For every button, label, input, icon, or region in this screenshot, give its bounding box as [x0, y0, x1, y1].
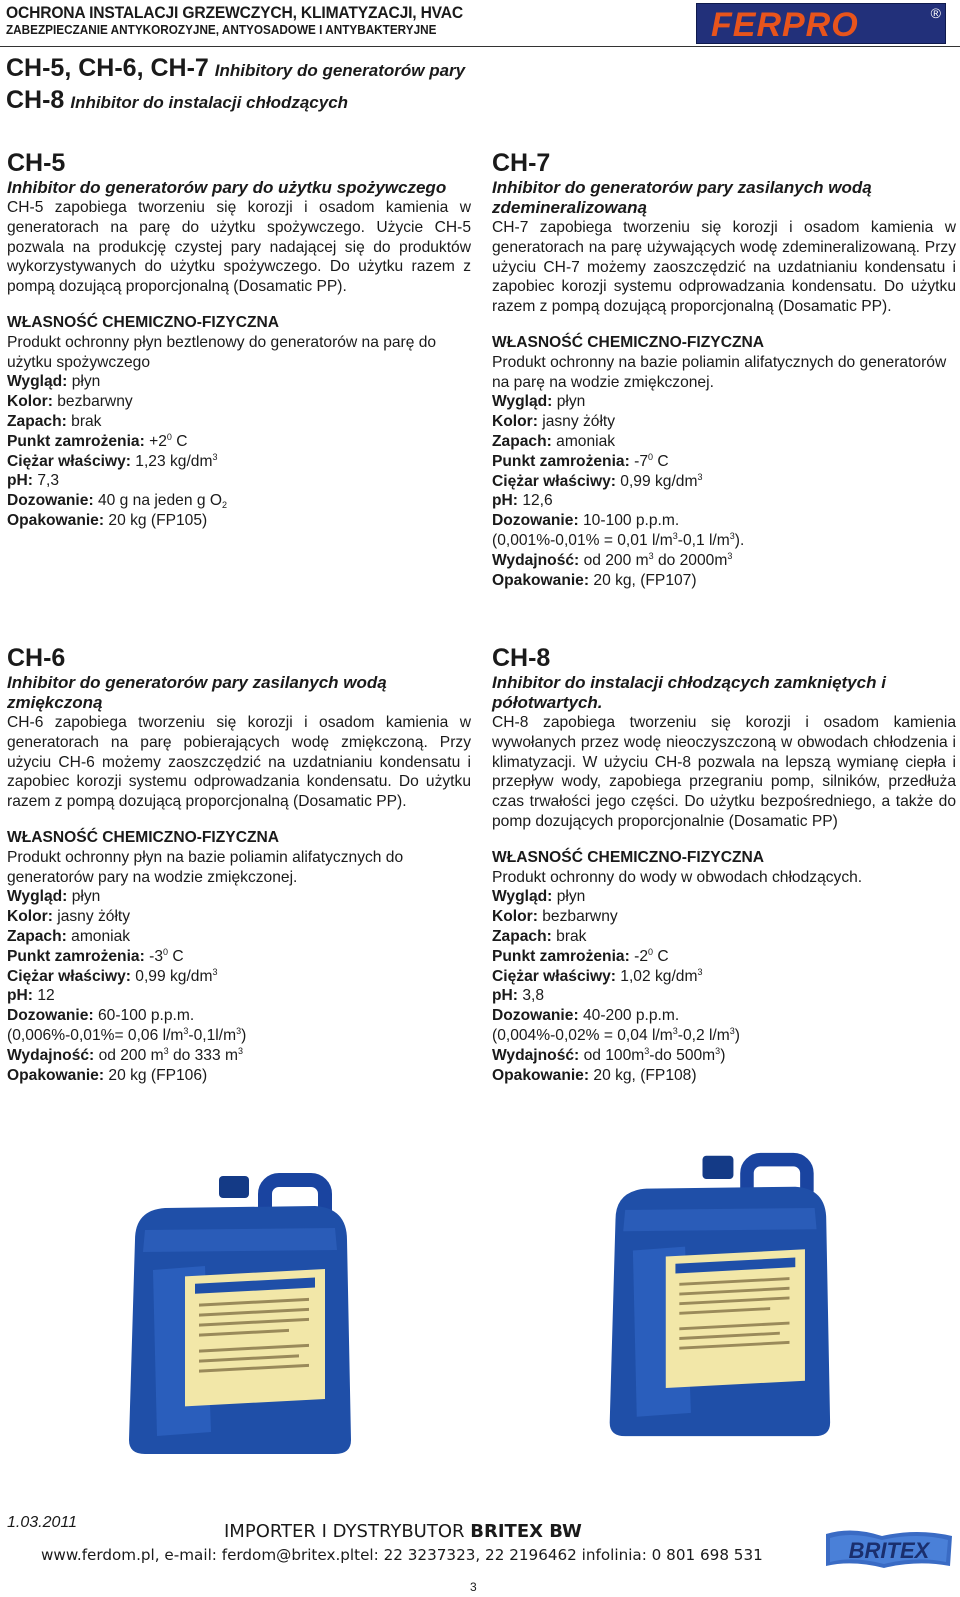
- importer-brand: BRITEX BW: [470, 1521, 582, 1542]
- prop-density: Ciężar właściwy: 0,99 $kg/dm^3$: [7, 966, 218, 985]
- prop-odor: Zapach: brak: [7, 412, 102, 430]
- section-subtitle: Inhibitor do instalacji chłodzących zamkniętych i półotwartych.: [492, 673, 886, 712]
- prop-dosage-detail: (0,006%-0,01%= 0,06 $l/m^3-0,1l/m^3$): [7, 1025, 247, 1044]
- prop-freezing-point: Punkt zamrożenia: $-2^0$ C: [492, 946, 669, 965]
- prop-appearance: Wygląd: płyn: [7, 888, 101, 906]
- prop-ph: pH: 12,6: [492, 492, 553, 510]
- prop-appearance: Wygląd: płyn: [7, 373, 101, 391]
- prop-appearance: Wygląd: płyn: [492, 888, 586, 906]
- section-description: CH-7 zapobiega tworzeniu się korozji i osadom kamienia w generatorach na parę używających wodę zdemineralizowaną. Przy użyciu CH-7 możemy zaoszczędzić na uzdatnianiu kondensatu i zapobiec korozji systemu odprowadzania kondensatu. Do użytku razem z pompą dozującą proporcjonalną (Dosamatic PP).: [492, 219, 956, 316]
- section-ch8: [492, 643, 956, 1085]
- section-description: CH-8 zapobiega tworzeniu się korozji i osadom kamienia wywołanych przez wodę nieoczyszczoną w obwodach chłodzenia i klimatyzacji. W użyciu CH-8 pozwala na lepszą wymianę ciepła i przepływ wody, zapobiega przegraniu pomp, silników, przedłuża czas trwałości jego części. Do użytku bezpośredniego, a także do pomp dozujących proporcjonalnie (Dosamatic PP): [492, 714, 956, 830]
- section-code: CH-8: [492, 644, 551, 672]
- britex-logo: [822, 1526, 957, 1571]
- prop-density: Ciężar właściwy: 0,99 $kg/dm^3$: [492, 471, 703, 490]
- canister-image-right: [592, 1150, 842, 1440]
- prop-dosage: Dozowanie: 10-100 p.p.m.: [492, 512, 680, 530]
- footer-contact: www.ferdom.pl, e-mail: ferdom@britex.pltel: 22 3237323, 22 2196462 infolinia: 0 801 698 531: [41, 1546, 763, 1564]
- prop-odor: Zapach: brak: [492, 927, 587, 945]
- section-subtitle: Inhibitor do generatorów pary zasilanych wodą zdemineralizowaną: [492, 178, 872, 217]
- prop-freezing-point: Punkt zamrożenia: $-7^0$ C: [492, 451, 669, 470]
- prop-packaging: Opakowanie: 20 kg, (FP107): [492, 571, 697, 589]
- prop-density: Ciężar właściwy: 1,02 $kg/dm^3$: [492, 966, 703, 985]
- prop-capacity: Wydajność: od 200 $m^3$ do 333 $m^3$: [7, 1045, 243, 1064]
- footer-date: 1.03.2011: [7, 1514, 77, 1531]
- section-code: CH-6: [7, 644, 66, 672]
- section-description: CH-5 zapobiega tworzeniu się korozji i osadom kamienia w generatorach na parę do użytku spożywczego. Użycie CH-5 pozwala na produkcję czystej pary nadającej się do produktów wykorzystywanych do użytku spożywczego. Do użytku razem z pompą dozującą proporcjonalną (Dosamatic PP).: [7, 199, 471, 296]
- prop-capacity: Wydajność: od $100m^3-do$ $500m^3$): [492, 1045, 726, 1064]
- prop-freezing-point: Punkt zamrożenia: $-3^0$ C: [7, 946, 184, 965]
- section-subtitle: Inhibitor do generatorów pary do użytku spożywczego: [7, 178, 447, 197]
- prop-color: Kolor: bezbarwny: [492, 908, 618, 926]
- properties-heading: WŁASNOŚĆ CHEMICZNO-FIZYCZNA: [492, 333, 764, 351]
- prop-dosage: Dozowanie: 40-200 p.p.m.: [492, 1007, 680, 1025]
- prop-odor: Zapach: amoniak: [492, 432, 616, 450]
- svg-text:BRITEX: BRITEX: [848, 1538, 930, 1563]
- prop-packaging: Opakowanie: 20 kg (FP105): [7, 511, 208, 529]
- importer-prefix: IMPORTER I DYSTRYBUTOR: [224, 1521, 465, 1542]
- section-ch5: [7, 148, 471, 531]
- section-ch6: [7, 643, 471, 1085]
- title-subtitle: Inhibitory do generatorów pary: [214, 61, 466, 80]
- prop-packaging: Opakowanie: 20 kg, (FP108): [492, 1066, 697, 1084]
- section-description: CH-6 zapobiega tworzeniu się korozji i osadom kamienia w generatorach na parę pobierających wodę zmiękczoną. Przy użyciu CH-6 możemy zaoszczędzić na uzdatnianiu kondensatu i zapobiec korozji systemu odprowadzania kondensatu. Do użytku razem z pompą dozującą proporcjonalną (Dosamatic PP).: [7, 714, 471, 811]
- properties-intro: Produkt ochronny na bazie poliamin alifatycznych do generatorów na parę na wodzie zmiękczonej.: [492, 353, 947, 391]
- properties-heading: WŁASNOŚĆ CHEMICZNO-FIZYCZNA: [7, 828, 279, 846]
- header-line-2: ZABEZPIECZANIE ANTYKOROZYJNE, ANTYOSADOWE I ANTYBAKTERYJNE: [6, 23, 437, 37]
- ferpro-logo-text: FERPRO: [711, 6, 859, 44]
- canister-image-left: [115, 1170, 365, 1460]
- section-ch7: [492, 148, 956, 590]
- prop-ph: pH: 12: [7, 987, 55, 1005]
- section-code: CH-7: [492, 149, 551, 177]
- properties-heading: WŁASNOŚĆ CHEMICZNO-FIZYCZNA: [7, 313, 279, 331]
- properties-intro: Produkt ochronny płyn beztlenowy do generatorów na parę do użytku spożywczego: [7, 333, 437, 371]
- title-codes: CH-5, CH-6, CH-7: [6, 54, 209, 82]
- prop-dosage: Dozowanie: 40 g na jeden g $O_2$: [7, 492, 227, 511]
- prop-packaging: Opakowanie: 20 kg (FP106): [7, 1066, 208, 1084]
- title-code-ch8: CH-8: [6, 86, 65, 114]
- prop-dosage-detail: (0,004%-0,02% = 0,04 $l/m^3-0,2$ $l/m^3$): [492, 1025, 740, 1044]
- page-number: 3: [470, 1580, 477, 1594]
- prop-odor: Zapach: amoniak: [7, 927, 131, 945]
- prop-color: Kolor: jasny żółty: [492, 413, 616, 431]
- prop-color: Kolor: jasny żółty: [7, 908, 131, 926]
- prop-color: Kolor: bezbarwny: [7, 393, 133, 411]
- section-code: CH-5: [7, 149, 66, 177]
- properties-intro: Produkt ochronny płyn na bazie poliamin alifatycznych do generatorów pary na wodzie zmiękczonej.: [7, 848, 404, 886]
- registered-mark: ®: [930, 5, 941, 21]
- prop-ph: pH: 7,3: [7, 472, 60, 490]
- header-divider: [0, 46, 960, 47]
- header-line-1: OCHRONA INSTALACJI GRZEWCZYCH, KLIMATYZACJI, HVAC: [6, 3, 463, 22]
- prop-capacity: Wydajność: od 200 $m^3$ do $2000m^3$: [492, 550, 733, 569]
- footer-importer: [224, 1521, 582, 1542]
- properties-intro: Produkt ochronny do wody w obwodach chłodzących.: [492, 868, 863, 886]
- ferpro-logo: [696, 3, 946, 44]
- prop-ph: pH: 3,8: [492, 987, 545, 1005]
- properties-heading: WŁASNOŚĆ CHEMICZNO-FIZYCZNA: [492, 848, 764, 866]
- prop-dosage: Dozowanie: 60-100 p.p.m.: [7, 1007, 195, 1025]
- prop-density: Ciężar właściwy: 1,23 $kg/dm^3$: [7, 451, 218, 470]
- page-title-line-2: [6, 86, 348, 115]
- prop-appearance: Wygląd: płyn: [492, 393, 586, 411]
- page-title-line-1: [6, 54, 465, 83]
- prop-dosage-detail: (0,001%-0,01% = 0,01 $l/m^3-0,1$ $l/m^3$).: [492, 530, 745, 549]
- prop-freezing-point: Punkt zamrożenia: $+2^0$ C: [7, 431, 188, 450]
- title-subtitle-ch8: Inhibitor do instalacji chłodzących: [70, 93, 349, 112]
- section-subtitle: Inhibitor do generatorów pary zasilanych wodą zmiękczoną: [7, 673, 387, 712]
